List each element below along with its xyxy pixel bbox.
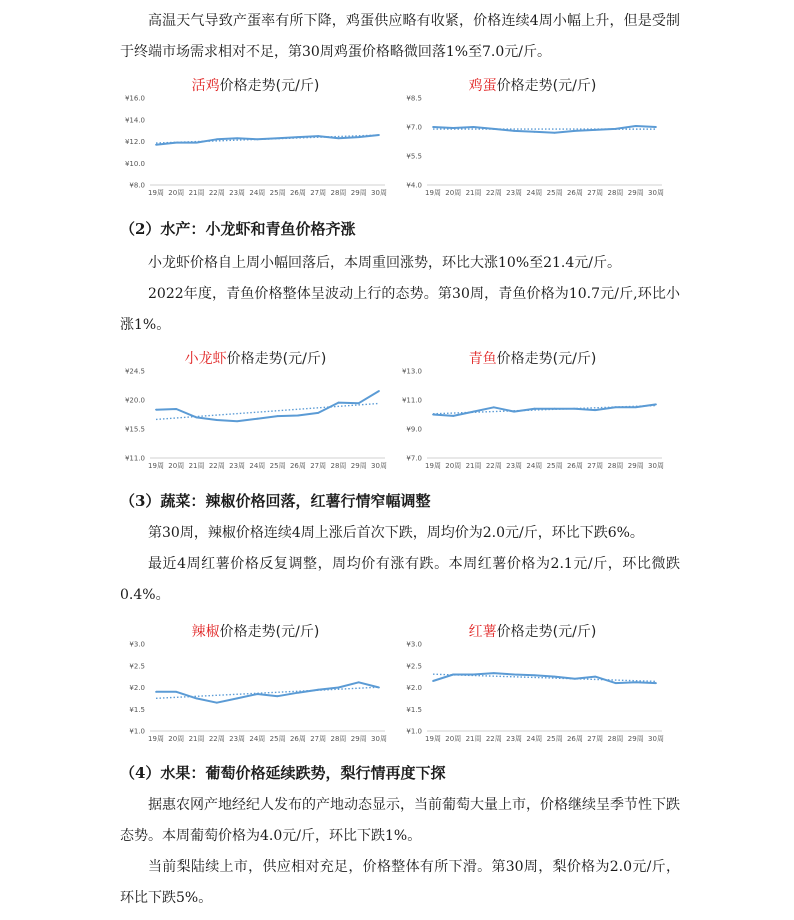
y-tick-label: ¥1.5 [129,705,145,714]
data-point [473,126,475,128]
data-point [655,126,657,128]
x-tick-label: 24周 [249,189,266,197]
y-tick-label: ¥8.0 [129,181,145,190]
x-tick-label: 27周 [587,189,604,197]
chart-title-rest: 价格走势(元/斤) [496,78,597,94]
series-line [433,673,656,683]
x-tick-label: 19周 [425,462,441,470]
data-point [473,411,475,413]
y-tick-label: ¥15.5 [124,425,145,434]
x-tick-label: 22周 [485,189,502,197]
x-tick-label: 25周 [546,189,563,197]
data-point [338,402,340,404]
data-point [196,417,198,419]
chart-title-highlight: 红薯 [468,624,497,640]
x-tick-label: 21周 [465,735,482,743]
x-tick-label: 23周 [229,735,246,743]
data-point [574,408,576,410]
x-tick-label: 28周 [607,735,624,743]
x-tick-label: 23周 [229,189,246,197]
y-tick-label: ¥11.0 [401,396,422,405]
x-tick-label: 28周 [607,189,624,197]
data-point [236,420,238,422]
chart-title-rest: 价格走势(元/斤) [219,624,320,640]
x-tick-label: 26周 [289,462,306,470]
chart-title-highlight: 辣椒 [191,624,220,640]
data-point [452,674,454,676]
data-point [432,126,434,128]
data-point [452,127,454,129]
x-tick-label: 23周 [506,735,523,743]
chart-title [192,623,320,640]
data-point [216,419,218,421]
data-point [655,403,657,405]
x-tick-label: 23周 [506,462,523,470]
x-tick-label: 20周 [168,735,185,743]
x-tick-label: 24周 [249,735,266,743]
x-tick-label: 27周 [587,462,604,470]
x-tick-label: 29周 [350,735,367,743]
data-point [615,128,617,130]
data-point [175,408,177,410]
data-point [378,687,380,689]
x-tick-label: 19周 [148,189,164,197]
x-tick-label: 25周 [269,735,286,743]
chart-title [469,77,597,94]
data-point [338,687,340,689]
y-tick-label: ¥2.0 [406,684,422,692]
x-tick-label: 26周 [289,735,306,743]
x-tick-label: 27周 [310,462,327,470]
y-tick-label: ¥2.5 [129,662,145,671]
y-tick-label: ¥3.0 [129,640,145,649]
y-tick-label: ¥1.0 [129,727,145,736]
y-tick-label: ¥7.0 [406,123,422,132]
y-tick-label: ¥13.0 [401,367,422,376]
chart-title [192,77,320,94]
data-point [297,692,299,694]
data-point [378,134,380,136]
x-tick-label: 24周 [249,462,266,470]
x-tick-label: 20周 [168,189,185,197]
x-tick-label: 24周 [526,462,543,470]
data-point [493,672,495,674]
data-point [196,697,198,699]
x-tick-label: 20周 [168,462,185,470]
data-point [615,406,617,408]
x-tick-label: 26周 [566,735,583,743]
x-tick-label: 27周 [310,189,327,197]
data-point [175,142,177,144]
x-tick-label: 25周 [269,189,286,197]
data-point [236,137,238,139]
chart-title [185,350,327,367]
chart-chili-svg [118,620,393,745]
y-tick-label: ¥12.0 [124,138,145,146]
y-tick-label: ¥2.5 [406,662,422,671]
data-point [594,409,596,411]
section-heading-fruits: （4）水果：葡萄价格延续跌势，梨行情再度下探 [120,764,446,782]
x-tick-label: 19周 [425,735,441,743]
data-point [358,136,360,138]
x-tick-label: 22周 [208,735,225,743]
x-tick-label: 25周 [269,462,286,470]
x-tick-label: 20周 [445,735,462,743]
data-point [256,418,258,420]
data-point [513,130,515,132]
paragraph-pears: 当前梨陆续上市，供应相对充足，价格整体有所下滑。第30周，梨价格为2.0元/斤，环比下跌5%。 [120,859,680,906]
data-point [175,691,177,693]
chart-title [469,623,597,640]
y-tick-label: ¥20.0 [124,396,145,405]
paragraph-grapes: 据惠农网产地经纪人发布的产地动态显示，当前葡萄大量上市，价格继续呈季节性下跌态势。本周葡萄价格为4.0元/斤，环比下跌1%。 [120,797,680,844]
x-tick-label: 26周 [289,189,306,197]
x-tick-label: 23周 [229,462,246,470]
chart-title [469,350,597,367]
y-tick-label: ¥7.0 [406,454,422,463]
x-tick-label: 30周 [371,189,387,197]
data-point [615,682,617,684]
x-tick-label: 19周 [148,735,164,743]
section-heading-vegetables: （3）蔬菜：辣椒价格回落，红薯行情窄幅调整 [120,492,431,510]
data-point [635,681,637,683]
x-tick-label: 27周 [310,735,327,743]
data-point [533,408,535,410]
x-tick-label: 19周 [425,189,441,197]
y-tick-label: ¥10.0 [124,159,145,168]
y-tick-label: ¥5.5 [406,152,422,161]
data-point [216,138,218,140]
data-point [432,680,434,682]
data-point [216,702,218,704]
x-tick-label: 30周 [648,735,664,743]
x-tick-label: 30周 [648,189,664,197]
x-tick-label: 30周 [648,462,664,470]
paragraph-sweet-potato: 最近4周红薯价格反复调整，周均价有涨有跌。本周红薯价格为2.1元/斤，环比微跌0.4%。 [120,556,680,603]
data-point [256,693,258,695]
x-tick-label: 22周 [208,189,225,197]
data-point [513,674,515,676]
x-tick-label: 24周 [526,189,543,197]
x-tick-label: 28周 [330,189,347,197]
chart-title-rest: 价格走势(元/斤) [226,351,327,367]
series-line [156,682,379,702]
data-point [236,697,238,699]
x-tick-label: 26周 [566,189,583,197]
x-tick-label: 27周 [587,735,604,743]
y-tick-label: ¥14.0 [124,116,145,125]
data-point [554,132,556,134]
chart-title-rest: 价格走势(元/斤) [496,351,597,367]
x-tick-label: 29周 [350,189,367,197]
x-tick-label: 22周 [208,462,225,470]
y-tick-label: ¥1.5 [406,705,422,714]
chart-black-carp-svg [395,347,670,472]
x-tick-label: 29周 [350,462,367,470]
y-tick-label: ¥16.0 [124,94,145,103]
data-point [452,415,454,417]
chart-eggs [395,74,670,199]
x-tick-label: 22周 [485,735,502,743]
x-tick-label: 25周 [546,462,563,470]
data-point [277,415,279,417]
data-point [317,412,319,414]
x-tick-label: 28周 [330,735,347,743]
x-tick-label: 29周 [627,462,644,470]
data-point [533,131,535,133]
data-point [277,695,279,697]
x-tick-label: 28周 [607,462,624,470]
data-point [317,135,319,137]
data-point [155,144,157,146]
data-point [574,130,576,132]
data-point [554,408,556,410]
data-point [473,674,475,676]
chart-title-highlight: 小龙虾 [184,351,227,367]
chart-title-highlight: 鸡蛋 [468,78,497,94]
chart-crayfish-svg [118,347,393,472]
x-tick-label: 25周 [546,735,563,743]
data-point [378,390,380,392]
data-point [297,415,299,417]
data-point [277,137,279,139]
chart-sweet-potato [395,620,670,745]
data-point [513,411,515,413]
data-point [635,125,637,127]
y-tick-label: ¥9.0 [406,425,422,434]
x-tick-label: 20周 [445,189,462,197]
data-point [155,691,157,693]
x-tick-label: 29周 [627,735,644,743]
x-tick-label: 28周 [330,462,347,470]
x-tick-label: 21周 [465,462,482,470]
x-tick-label: 23周 [506,189,523,197]
data-point [635,406,637,408]
chart-crayfish [118,347,393,472]
x-tick-label: 21周 [188,189,205,197]
data-point [574,678,576,680]
data-point [358,402,360,404]
chart-black-carp [395,347,670,472]
y-tick-label: ¥3.0 [406,640,422,649]
data-point [533,674,535,676]
chart-eggs-svg [395,74,670,199]
chart-title-highlight: 活鸡 [191,78,220,94]
chart-title-highlight: 青鱼 [468,351,497,367]
x-tick-label: 21周 [188,462,205,470]
y-tick-label: ¥8.5 [406,94,422,103]
data-point [338,137,340,139]
chart-sweet-potato-svg [395,620,670,745]
data-point [554,676,556,678]
x-tick-label: 19周 [148,462,164,470]
paragraph-black-carp: 2022年度，青鱼价格整体呈波动上行的态势。第30周，青鱼价格为10.7元/斤,环比小涨1%。 [120,286,680,333]
y-tick-label: ¥4.0 [406,181,422,190]
x-tick-label: 21周 [188,735,205,743]
chart-live-chicken-svg [118,74,393,199]
y-tick-label: ¥11.0 [124,454,145,463]
data-point [358,681,360,683]
paragraph-chili: 第30周，辣椒价格连续4周上涨后首次下跌，周均价为2.0元/斤，环比下跌6%。 [148,525,644,541]
data-point [155,409,157,411]
x-tick-label: 26周 [566,462,583,470]
data-point [432,414,434,416]
data-point [297,136,299,138]
chart-title-rest: 价格走势(元/斤) [496,624,597,640]
chart-live-chicken [118,74,393,199]
data-point [196,142,198,144]
x-tick-label: 30周 [371,462,387,470]
data-point [594,129,596,131]
paragraph-eggs: 高温天气导致产蛋率有所下降，鸡蛋供应略有收紧，价格连续4周小幅上升，但是受制于终端市场需求相对不足，第30周鸡蛋价格略微回落1%至7.0元/斤。 [120,13,680,60]
data-point [256,138,258,140]
y-tick-label: ¥1.0 [406,727,422,736]
x-tick-label: 21周 [465,189,482,197]
data-point [317,689,319,691]
x-tick-label: 22周 [485,462,502,470]
chart-chili [118,620,393,745]
x-tick-label: 29周 [627,189,644,197]
data-point [493,128,495,130]
data-point [655,682,657,684]
y-tick-label: ¥2.0 [129,684,145,692]
chart-title-rest: 价格走势(元/斤) [219,78,320,94]
data-point [493,406,495,408]
x-tick-label: 20周 [445,462,462,470]
data-point [594,676,596,678]
x-tick-label: 30周 [371,735,387,743]
paragraph-crayfish: 小龙虾价格自上周小幅回落后，本周重回涨势，环比大涨10%至21.4元/斤。 [148,255,622,271]
x-tick-label: 24周 [526,735,543,743]
section-heading-aquatic: （2）水产：小龙虾和青鱼价格齐涨 [120,220,356,238]
y-tick-label: ¥24.5 [124,367,145,376]
